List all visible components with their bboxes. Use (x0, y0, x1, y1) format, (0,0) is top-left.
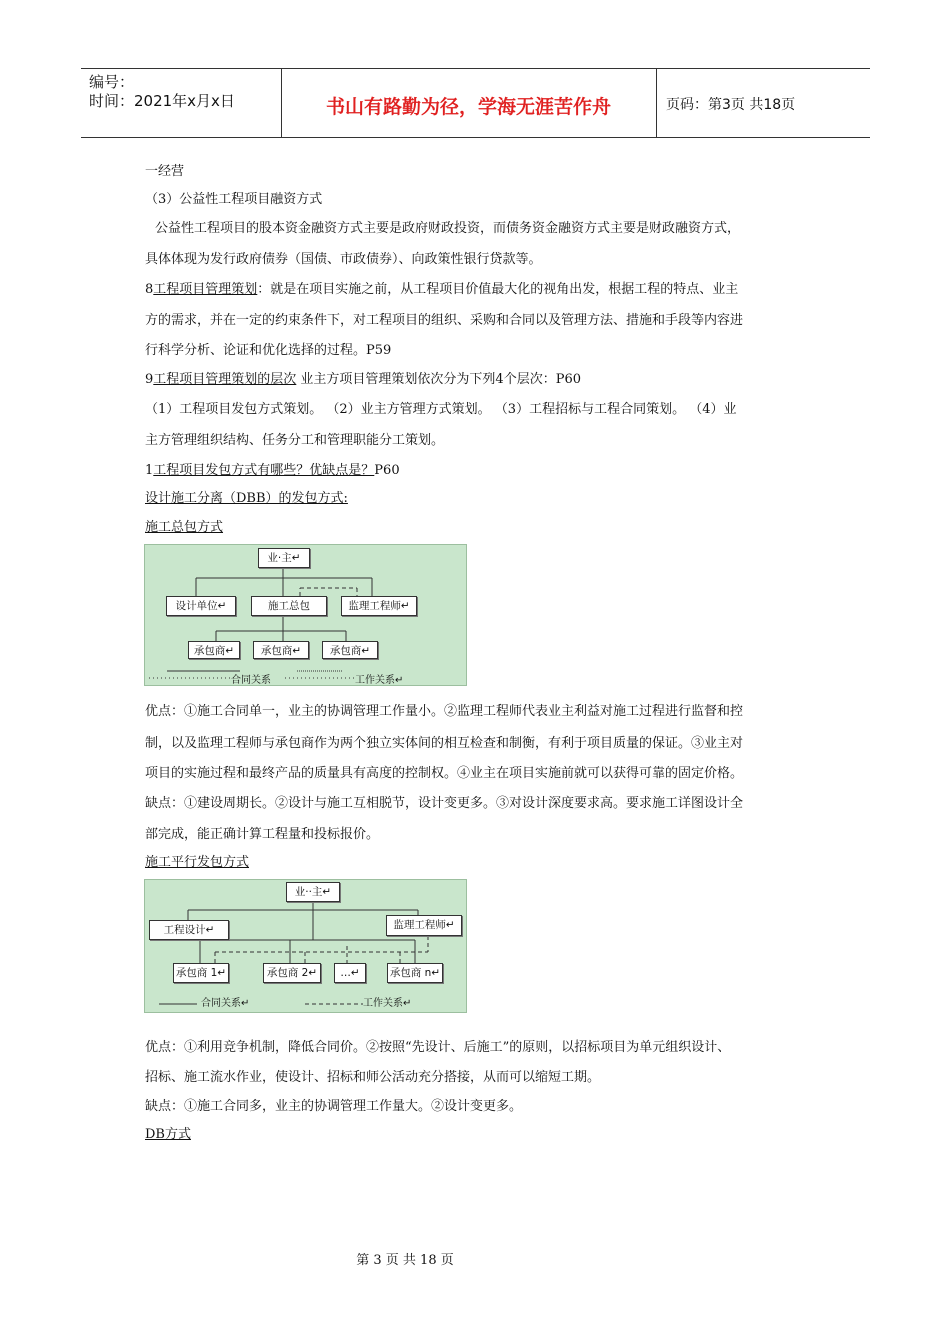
text-line: 行科学分析、论证和优化选择的过程。P59 (145, 343, 392, 358)
text-line: 一经营 (145, 164, 185, 179)
section-heading: DB方式 (145, 1127, 191, 1142)
term-heading: 工程项目管理策划的层次 (153, 372, 297, 387)
page-footer: 第 3 页 共 18 页 (356, 1253, 454, 1268)
section-heading: 设计施工分离（DBB）的发包方式: (145, 491, 348, 506)
legend-contract: 合同关系↵ (201, 998, 250, 1009)
legend-work: 工作关系↵ (363, 998, 412, 1009)
text-line: （1）工程项目发包方式策划。 （2）业主方管理方式策划。 （3）工程招标与工程合同策划。 （4）业 (145, 402, 737, 417)
section-heading: 施工总包方式 (145, 520, 224, 535)
text-line: 项目的实施过程和最终产品的质量具有高度的控制权。④业主在项目实施前就可以获得可靠的固定价格。 (145, 766, 744, 781)
section-heading: 施工平行发包方式 (145, 855, 250, 870)
term-definition: 业主方项目管理策划依次分为下列4个层次：P60 (296, 372, 581, 387)
text-line: 制，以及监理工程师与承包商作为两个独立实体间的相互检查和制衡，有利于项目质量的保证。③业主对 (145, 736, 744, 751)
item-number: 9 (145, 372, 154, 387)
term-definition: ：就是在项目实施之前，从工程项目价值最大化的视角出发，根据工程的特点、业主 (257, 282, 739, 297)
text-line (145, 282, 738, 298)
text-line: 优点：①利用竞争机制，降低合同价。②按照“先设计、后施工”的原则，以招标项目为单元组织设计、 (145, 1040, 731, 1055)
header-motto: 书山有路勤为径，学海无涯苦作舟 (325, 96, 611, 118)
question-heading: 工程项目发包方式有哪些？优缺点是？ (153, 463, 375, 478)
item-number: 1 (145, 463, 154, 478)
contractor-box: 承包商 1↵ (173, 963, 229, 983)
text-line: 公益性工程项目的股本资金融资方式主要是政府财政投资，而债务资金融资方式主要是财政融资方式， (155, 221, 741, 236)
term-heading: 工程项目管理策划 (153, 282, 258, 297)
header-divider (656, 69, 657, 137)
parallel-structure-diagram (144, 879, 467, 1013)
text-line (145, 372, 581, 388)
text-line: 主方管理组织结构、任务分工和管理职能分工策划。 (145, 433, 445, 448)
text-line: 缺点：①施工合同多，业主的协调管理工作量大。②设计变更多。 (145, 1099, 523, 1114)
subcontractor-box: 承包商↵ (253, 641, 309, 659)
contractor-box: 承包商 n↵ (387, 963, 443, 983)
header-left (89, 73, 235, 111)
engineering-design-box: 工程设计↵ (149, 920, 229, 940)
more-contractors-box: …↵ (334, 963, 366, 983)
general-contractor-box: 施工总包 (251, 596, 327, 616)
text-line: 方的需求，并在一定的约束条件下，对工程项目的组织、采购和合同以及管理方法、措施和手段等内容进 (145, 313, 744, 328)
page-header (81, 68, 870, 138)
legend-contract: 合同关系 (231, 675, 271, 686)
design-unit-box: 设计单位↵ (166, 596, 236, 616)
text-line: 部完成，能正确计算工程量和投标报价。 (145, 827, 380, 842)
text-line: （3）公益性工程项目融资方式 (145, 192, 323, 207)
contractor-box: 承包商 2↵ (263, 963, 321, 983)
doc-number-label: 编号： (89, 73, 135, 91)
text-line: 具体体现为发行政府债券（国债、市政债券）、向政策性银行贷款等。 (145, 252, 542, 267)
item-number: 8 (145, 282, 154, 297)
subcontractor-box: 承包商↵ (188, 641, 240, 659)
doc-date-label: 时间：2021年x月x日 (89, 92, 235, 110)
text-line: 优点：①施工合同单一，业主的协调管理工作量小。②监理工程师代表业主利益对施工过程进行监督和控 (145, 704, 744, 719)
owner-box: 业··主↵ (286, 882, 340, 902)
supervisor-box: 监理工程师↵ (341, 596, 417, 616)
gc-structure-diagram (144, 544, 467, 686)
text-line (145, 463, 400, 479)
supervisor-box: 监理工程师↵ (386, 915, 462, 936)
text-line: 缺点：①建设周期长。②设计与施工互相脱节，设计变更多。③对设计深度要求高。要求施工详图设计全 (145, 796, 744, 811)
text-line: 招标、施工流水作业，使设计、招标和师公活动充分搭接，从而可以缩短工期。 (145, 1070, 601, 1085)
subcontractor-box: 承包商↵ (322, 641, 378, 659)
legend-work: 工作关系↵ (355, 675, 404, 686)
page-ref: P60 (374, 463, 400, 478)
header-page-label: 页码：第3页 共18页 (666, 97, 796, 113)
owner-box: 业·主↵ (258, 548, 310, 568)
